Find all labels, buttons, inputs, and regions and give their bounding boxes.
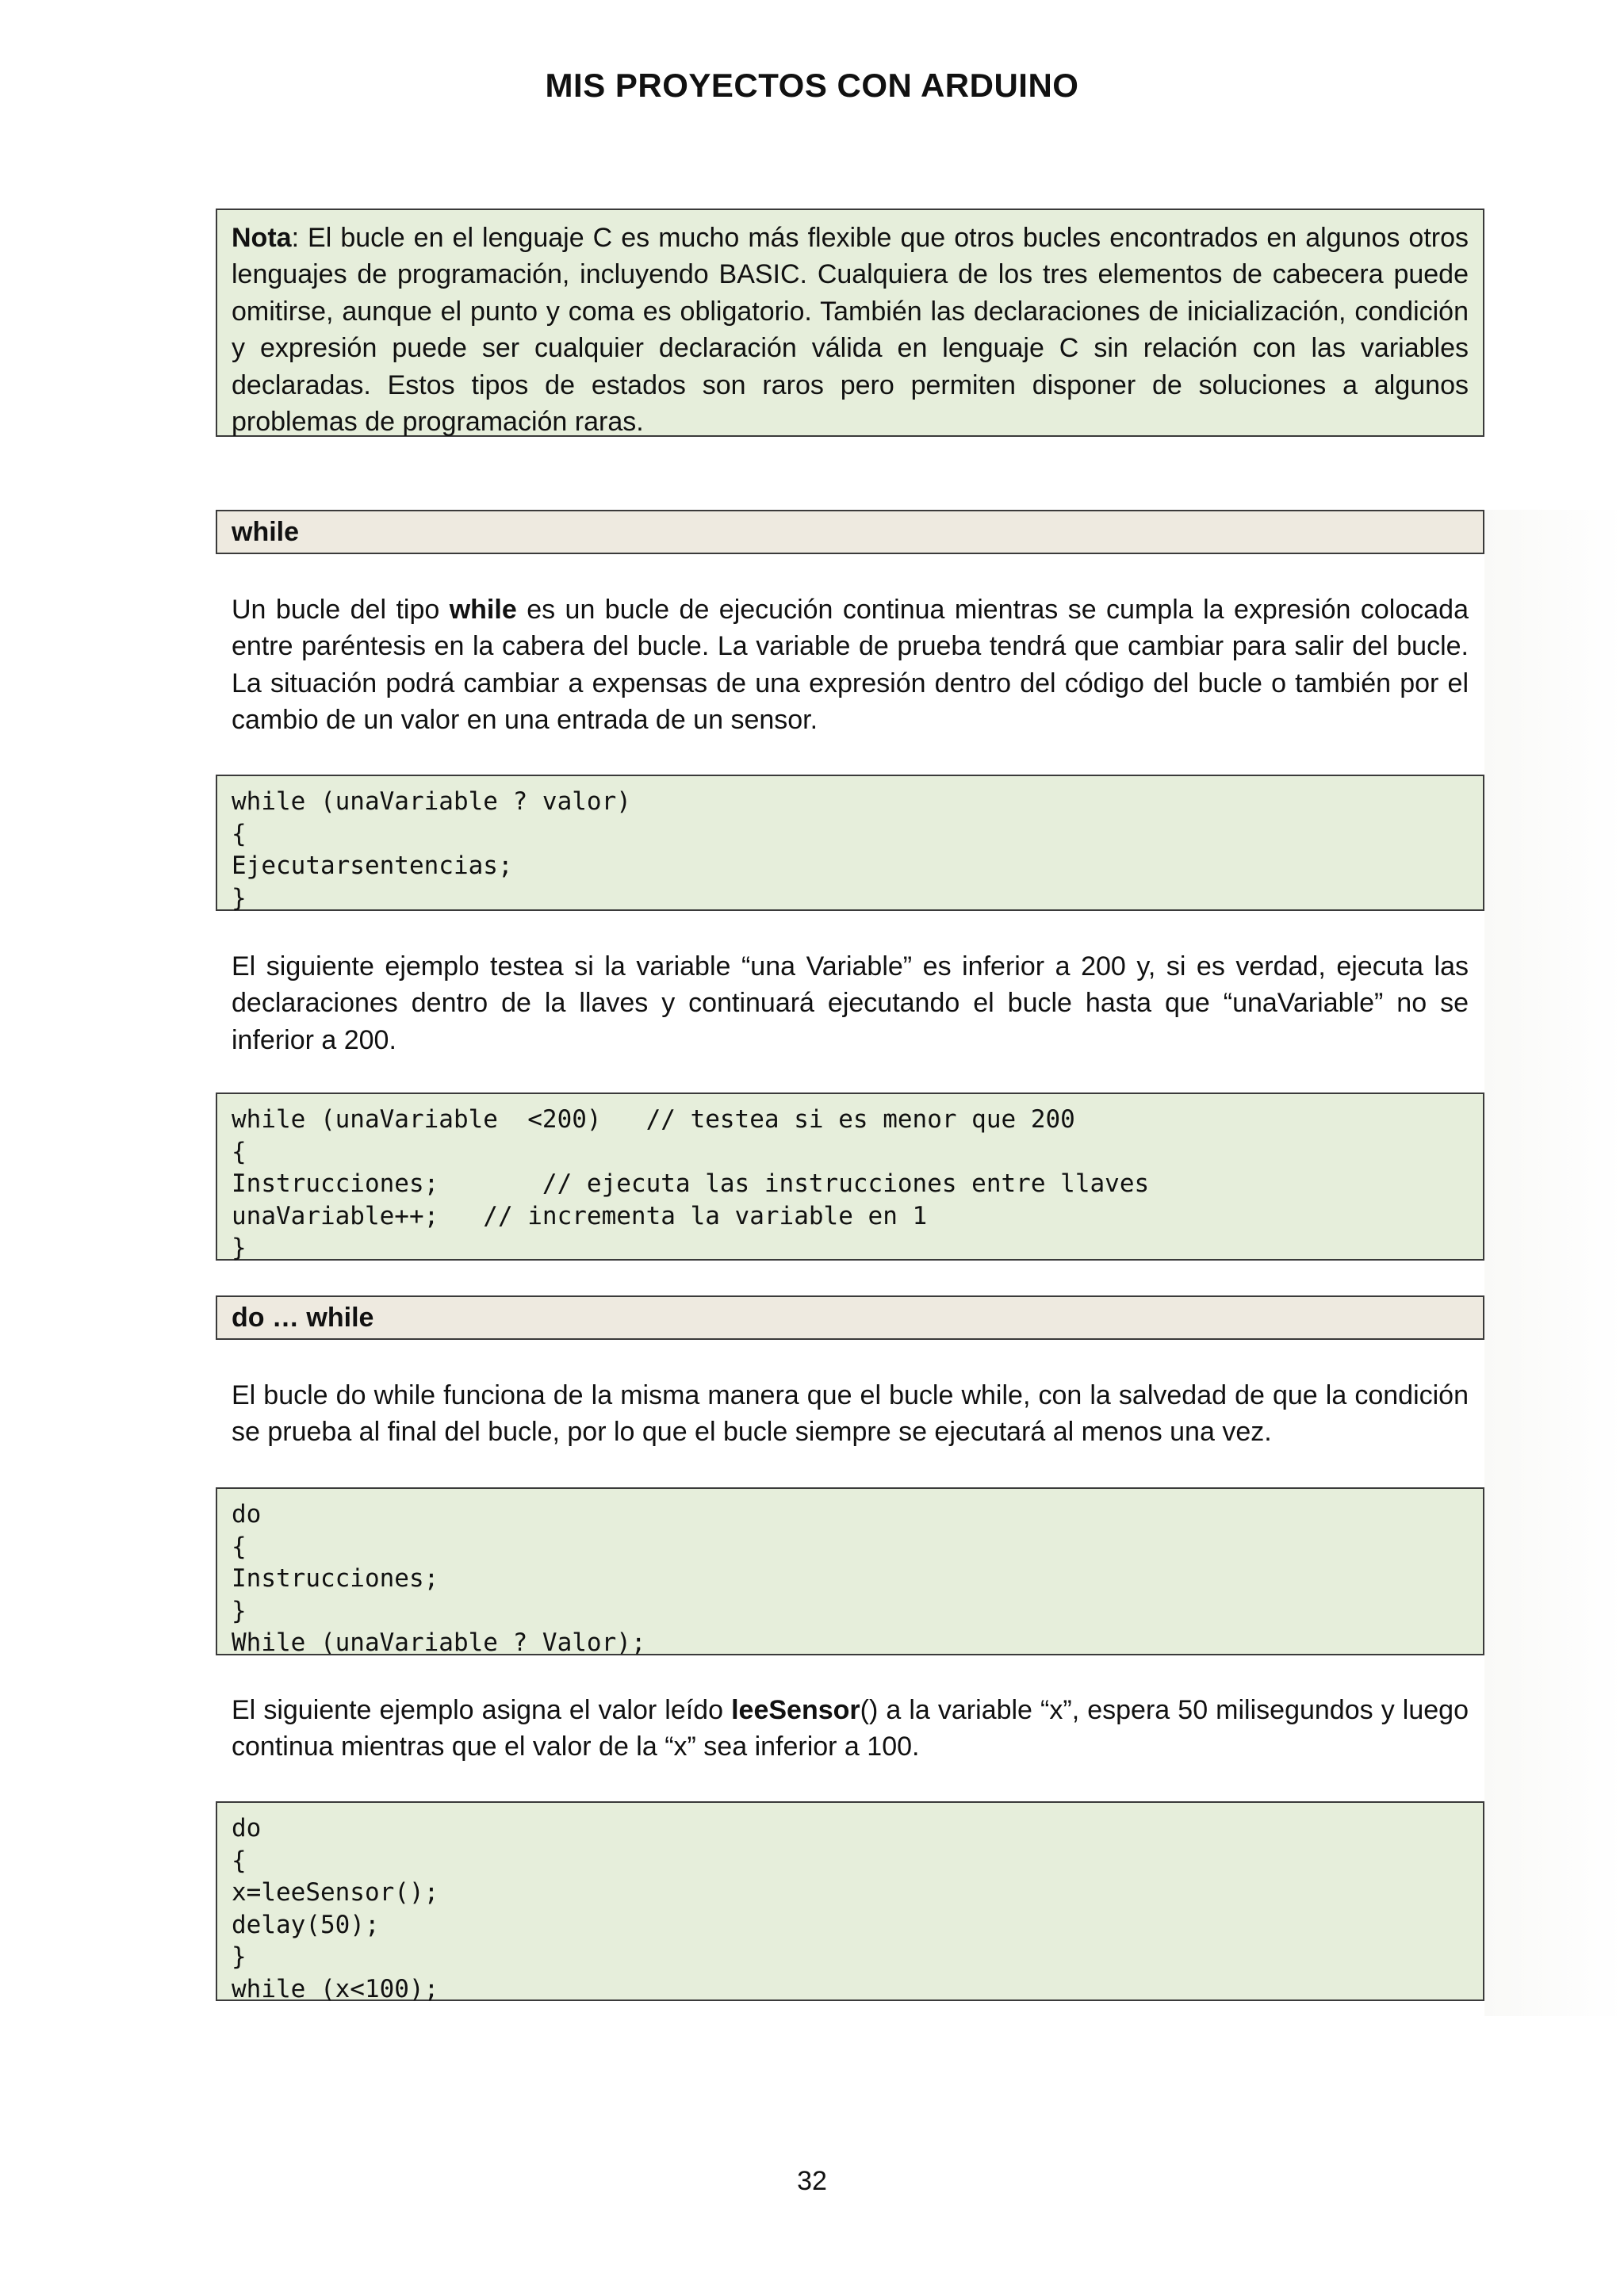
code-line: } [232,1942,247,1971]
do-while-intro-paragraph: El bucle do while funciona de la misma manera que el bucle while, con la salvedad de que la condición se prueba al final del bucle, por lo que el bucle siempre se ejecutará al menos una vez. [232,1380,1469,1448]
while-example-code-block [216,1093,1484,1261]
code-line: Instrucciones; // ejecuta las instrucciones entre llaves [232,1169,1150,1198]
code-line: { [232,819,247,848]
while-intro-paragraph [232,591,1469,739]
background-shade [1484,510,1624,2016]
code-line: Ejecutarsentencias; [232,851,513,880]
do-while-syntax-code-block [216,1487,1484,1655]
section-heading-while: while [216,510,1484,554]
code-line: do [232,1814,262,1843]
while-example-paragraph: El siguiente ejemplo testea si la variable “una Variable” es inferior a 200 y, si es verdad, ejecuta las declaraciones dentro de la llaves y continuará ejecutando el bucle hasta que “unaVariable” no se inferior a 200. [232,951,1469,1055]
code-line: { [232,1846,247,1875]
while-intro-keyword: while [449,595,517,625]
section-heading-do-while: do … while [216,1295,1484,1340]
code-line: unaVariable++; // incrementa la variable en 1 [232,1201,928,1230]
code-line: } [232,1234,247,1262]
do-while-example-paragraph [232,1692,1469,1766]
while-syntax-code-block [216,775,1484,911]
while-intro-post: es un bucle de ejecución continua mientras se cumpla la expresión colocada entre paréntesis en la cabera del bucle. La variable de prueba tendrá que cambiar para salir del bucle. La situación podrá cambiar a expensas de una expresión dentro del código del bucle o también por el cambio de un valor en una entrada de un sensor. [232,595,1469,736]
code-line: Instrucciones; [232,1564,439,1593]
note-text: : El bucle en el lenguaje C es mucho más flexible que otros bucles encontrados en algunos otros lenguajes de programación, incluyendo BASIC. Cualquiera de los tres elementos de cabecera puede omitirse, aunque el punto y coma es obligatorio. También las declaraciones de inicialización, condición y expresión puede ser cualquier declaración válida en lenguaje C sin relación con las variables declaradas. Estos tipos de estados son raros pero permiten disponer de soluciones a algunos problemas de programación raras. [232,223,1469,438]
do-while-example-post: () a la variable “x”, espera 50 milisegundos y luego continua mientras que el valor de la “x” sea inferior a 100. [232,1695,1469,1762]
code-line: while (x<100); [232,1974,439,2003]
page-number: 32 [797,2166,827,2196]
code-line: x=leeSensor(); [232,1878,439,1907]
do-while-example-code-block [216,1801,1484,2001]
code-line: { [232,1532,247,1561]
code-line: delay(50); [232,1910,380,1939]
code-line: While (unaVariable ? Valor); [232,1628,646,1657]
code-line: { [232,1137,247,1166]
while-intro-pre: Un bucle del tipo [232,595,450,625]
do-while-example-pre: El siguiente ejemplo asigna el valor leído [232,1695,732,1725]
page-title: MIS PROYECTOS CON ARDUINO [545,67,1079,104]
code-line: } [232,1596,247,1625]
code-line: while (unaVariable ? valor) [232,787,631,816]
note-label: Nota [232,223,292,253]
code-line: while (unaVariable <200) // testea si es menor que 200 [232,1105,1075,1134]
code-line: do [232,1500,262,1529]
code-line: } [232,883,247,913]
note-box [216,209,1484,437]
do-while-example-function: leeSensor [731,1695,860,1725]
